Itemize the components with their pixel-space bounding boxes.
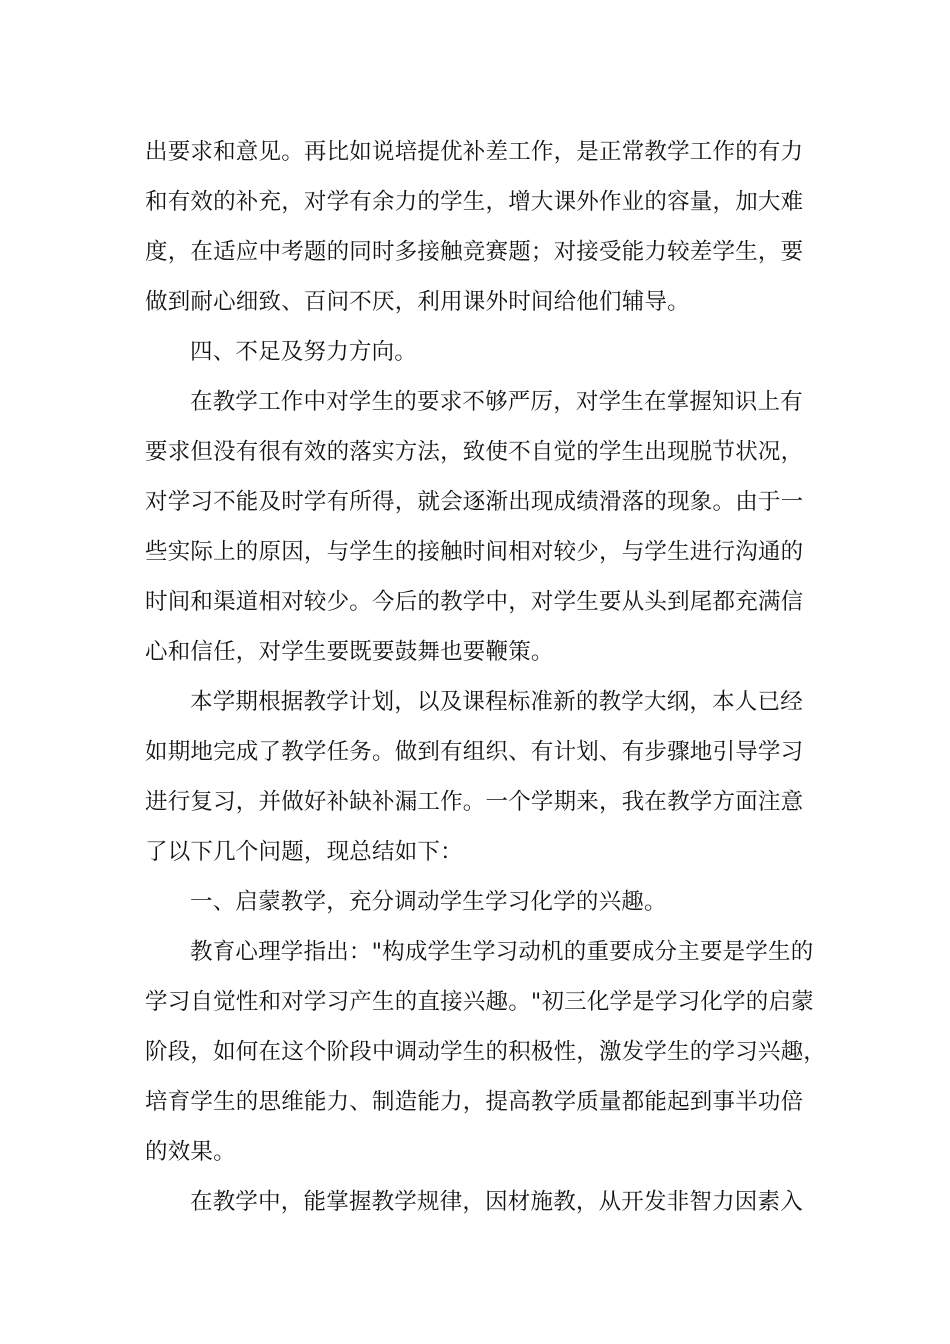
text-line: 在教学中，能掌握教学规律，因材施教，从开发非智力因素入 [190, 1189, 803, 1215]
text-line: 心和信任，对学生要既要鼓舞也要鞭策。 [145, 639, 554, 665]
text-line: 进行复习，并做好补缺补漏工作。一个学期来，我在教学方面注意 [145, 789, 804, 815]
text-line: 要求但没有很有效的落实方法，致使不自觉的学生出现脱节状况， [145, 439, 804, 465]
text-line: 教育心理学指出："构成学生学习动机的重要成分主要是学生的 [190, 939, 814, 965]
text-line: 的效果。 [145, 1139, 236, 1165]
text-line: 做到耐心细致、百问不厌，利用课外时间给他们辅导。 [145, 289, 690, 315]
text-line: 出要求和意见。再比如说培提优补差工作，是正常教学工作的有力 [145, 139, 804, 165]
section-heading: 四、不足及努力方向。 [190, 339, 418, 365]
text-line: 在教学工作中对学生的要求不够严厉，对学生在掌握知识上有 [190, 389, 803, 415]
text-line: 如期地完成了教学任务。做到有组织、有计划、有步骤地引导学习 [145, 739, 804, 765]
text-line: 对学习不能及时学有所得，就会逐渐出现成绩滑落的现象。由于一 [145, 489, 804, 515]
text-line: 阶段，如何在这个阶段中调动学生的积极性，激发学生的学习兴趣， [145, 1039, 827, 1065]
text-line: 度，在适应中考题的同时多接触竞赛题；对接受能力较差学生，要 [145, 239, 804, 265]
text-line: 时间和渠道相对较少。今后的教学中，对学生要从头到尾都充满信 [145, 589, 804, 615]
section-heading: 一、启蒙教学，充分调动学生学习化学的兴趣。 [190, 889, 667, 915]
text-line: 些实际上的原因，与学生的接触时间相对较少，与学生进行沟通的 [145, 539, 804, 565]
text-line: 学习自觉性和对学习产生的直接兴趣。"初三化学是学习化学的启蒙 [145, 989, 814, 1015]
text-line: 了以下几个问题，现总结如下： [145, 839, 463, 865]
text-line: 培育学生的思维能力、制造能力，提高教学质量都能起到事半功倍 [145, 1089, 804, 1115]
text-line: 本学期根据教学计划，以及课程标准新的教学大纲，本人已经 [190, 689, 803, 715]
text-line: 和有效的补充，对学有余力的学生，增大课外作业的容量，加大难 [145, 189, 804, 215]
